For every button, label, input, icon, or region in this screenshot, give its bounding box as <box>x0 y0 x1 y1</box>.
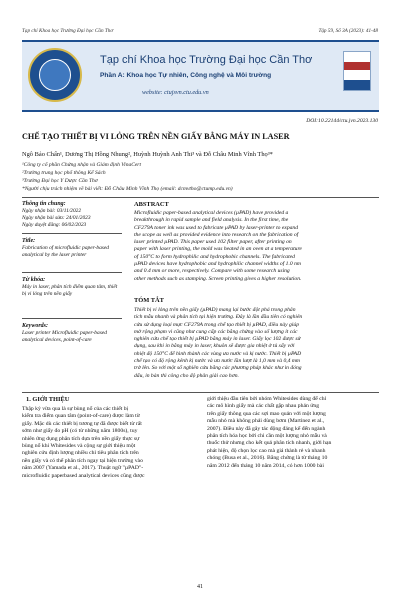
page-number: 41 <box>197 584 203 590</box>
cover-band <box>344 62 370 70</box>
intro-line: năm 2012 đến tháng 10 năm 2014, có hơn 1000 bài <box>207 462 324 469</box>
keywords-vi: Máy in laser, phân tích điểm quan tâm, thiết bị vi lỏng trên nền giấy <box>22 284 118 297</box>
abstract-line: breakthrough in rapid sample and field analysis. In the first time, the <box>134 217 289 224</box>
intro-right-column <box>207 396 379 470</box>
keywords-en-heading: Keywords: <box>22 323 48 329</box>
summary-line: tích mẫu nhanh và phân tích tại hiện trường. Đây là lần đầu tiên có nghiên <box>134 314 303 321</box>
running-header-right: Tập 59, Số 3A (2023): 41-48 <box>318 28 378 34</box>
summary-text <box>134 307 379 380</box>
intro-line: năm 2007 (Yamada et al., 2017). Thuật ngữ "µPAD"- <box>22 465 144 472</box>
abstract-line: other methods such as stamping. Screen printing gives a higher resolution. <box>134 275 302 282</box>
intro-line: sớm như giấy đo pH (có từ những năm 1800s), tuy <box>22 428 138 435</box>
affiliation-corresponding: *Người chịu trách nhiệm về bài viết: Đỗ Châu Minh Vĩnh Thọ (email: dcmvtho@ctump.edu.vn) <box>22 186 233 192</box>
affiliation-1: ¹Công ty cổ phần Chứng nhận và Giám định VinaCert <box>22 162 141 168</box>
summary-line: dấu, in bàn thì công cho độ phân giải cao hơn. <box>134 372 239 379</box>
logo-emblem-icon <box>39 59 71 91</box>
journal-title: Tạp chí Khoa học Trường Đại học Cần Thơ <box>100 54 313 66</box>
summary-heading: TÓM TẮT <box>134 297 164 304</box>
abstract-heading: ABSTRACT <box>134 201 169 208</box>
abstract-line: µPAD devices have hydrophobic and hydrophilic channel widths of 1.0 nm <box>134 261 301 268</box>
intro-line: giấy. Mặc dù các thiết bị tương tự đã được biết từ rất <box>22 420 142 427</box>
divider-info-3 <box>22 318 122 319</box>
abstract-line: the scope as well as provided evidence into research on the fabrication of <box>134 231 299 238</box>
intro-line: phân tích hóa học bởi chi cần một lượng nhỏ mẫu và <box>207 433 327 440</box>
summary-line: nghiên cứu chế tạo thiết bị µPAD bằng máy in laser. Giấy lọc 102 được sử <box>134 336 301 343</box>
intro-left-column <box>22 406 194 480</box>
title-en-heading: Title: <box>22 238 36 244</box>
intro-line: nhiên ứng dụng phân tích dựa trên nền giấy thực sự <box>22 435 140 442</box>
journal-banner <box>22 40 379 112</box>
summary-line: mở rộng phạm vi cũng như cung cấp các bằng chứng vào số lượng ít các <box>134 328 298 335</box>
abstract-line: and 0.4 mm or more, respectively. Compare with some research using <box>134 268 290 275</box>
abstract-line: of 150°C to form hydrophilic and hydrophobic channels. The fabricated <box>134 253 295 260</box>
intro-line: nghiên cứu định lượng nhiều chỉ tiêu phân tích trên <box>22 450 139 457</box>
intro-line: microfluidic paperbased analytical devices cũng được <box>22 472 145 479</box>
article-info-heading: Thông tin chung: <box>22 201 66 207</box>
affiliation-2: ²Trường trung học phổ thông Kế Sách <box>22 170 106 176</box>
intro-line: nền giấy và có thể phân tích ngay tại hiện trường vào <box>22 457 143 464</box>
summary-line: cứu sử dụng loại mực CF279A trong chế tạo thiết bị µPAD, điều này giúp <box>134 321 299 328</box>
divider-info-1 <box>22 233 122 234</box>
authors: Ngô Bảo Chấn¹, Dương Thị Hồng Nhung², Huỳnh Huỳnh Anh Thi³ và Đỗ Châu Minh Vĩnh Thọ³* <box>22 151 273 158</box>
article-info <box>22 201 122 229</box>
received-date: Ngày nhận bài: 03/11/2022 <box>22 208 82 214</box>
abstract-line: laser printed µPAD. This paper used 102 filter paper, after printing on <box>134 239 292 246</box>
divider-bottom <box>22 392 379 393</box>
cover-band-bottom <box>344 80 370 90</box>
keywords-vi-block <box>22 277 122 298</box>
intro-line: Thập kỷ vừa qua là sự bùng nổ của các thiết bị <box>22 406 129 412</box>
affiliation-3: ³Trường Đại học Y Dược Cần Thơ <box>22 178 98 184</box>
intro-heading: 1. GIỚI THIỆU <box>26 396 70 403</box>
running-header-left: Tạp chí Khoa học Trường Đại học Cần Thơ <box>22 28 114 34</box>
journal-cover-icon <box>343 51 371 91</box>
intro-line: 2007). Điều này đã gây tác động đáng kể đến ngành <box>207 425 326 432</box>
divider-top <box>22 197 379 198</box>
doi: DOI:10.22144/ctu.jvn.2023.130 <box>306 118 378 124</box>
intro-line: giới thiệu đầu tiên bởi nhóm Whitesides dùng để chỉ <box>207 396 327 402</box>
intro-line: trên giấy thông qua các sợi mao quản với một lượng <box>207 410 326 417</box>
summary-line: nhiệt độ 150°C để hình thành các vùng ưa nước và kị nước. Thiết bị µPAD <box>134 350 302 357</box>
revised-date: Ngày nhận bài sửa: 24/01/2023 <box>22 215 91 221</box>
summary-line: dụng, sau khi in bằng máy in laser, khuôn sẽ được gia nhiệt ở tủ sấy với <box>134 343 295 350</box>
summary-line: trở lên. So với một số nghiên cứu bằng các phương pháp khác như in đóng <box>134 365 302 372</box>
intro-line: bùng nổ khi Whitesides và cộng sự giới thiệu một <box>22 443 136 450</box>
university-logo-icon <box>28 48 82 102</box>
abstract-text <box>134 210 379 283</box>
journal-subtitle: Phần A: Khoa học Tự nhiên, Công nghệ và Môi trường <box>100 72 272 79</box>
abstract-line: paper with laser printing, the mold was heated in an oven at a temperature <box>134 246 302 253</box>
paper-title: CHẾ TẠO THIẾT BỊ VI LỎNG TRÊN NỀN GIẤY BẰNG MÁY IN LASER <box>22 132 290 141</box>
keywords-vi-heading: Từ khóa: <box>22 277 46 283</box>
keywords-en-block <box>22 323 122 344</box>
accepted-date: Ngày duyệt đăng: 06/02/2023 <box>22 222 87 228</box>
english-title-block <box>22 238 122 259</box>
divider-info-2 <box>22 272 122 273</box>
abstract-line: CF279A toner ink was used to fabricate µPAD by laser-printer to expand <box>134 224 299 231</box>
keywords-en: Laser printer Microfluidic paper-based analytical devices, point-of-care <box>22 330 107 343</box>
intro-line: thuốc thử nhưng cho kết quả phân tích nhanh, giới hạn <box>207 440 332 447</box>
intro-line: mẫu nhỏ mà không phải dùng bơm (Martinez et al., <box>207 418 325 425</box>
journal-website: website: ctujsvn.ctu.edu.vn <box>142 89 209 96</box>
summary-line: Thiết bị vi lỏng trên nền giấy (µPAD) mang lại bước đột phá trong phân <box>134 307 296 313</box>
abstract-line: Microfluidic paper-based analytical devices (µPAD) have provided a <box>134 210 289 216</box>
intro-line: chóng (Busa et al., 2016). Bằng chứng là từ tháng 10 <box>207 455 328 462</box>
summary-line: chế tạo có độ rộng kênh kị nước và ưa nước lần lượt là 1,0 mm và 0,4 mm <box>134 358 300 365</box>
intro-line: các mô hình giấy mà các chất gặp nhau phản ứng <box>207 403 320 410</box>
intro-line: phát hiện, độ chọn lọc cao mà giá thành rẻ và nhanh <box>207 447 326 454</box>
intro-line: kiểm tra điểm quan tâm (point-of-care) được làm từ <box>22 413 140 420</box>
title-en: Fabrication of microfluidic paper-based analytical by the laser printer <box>22 245 109 258</box>
